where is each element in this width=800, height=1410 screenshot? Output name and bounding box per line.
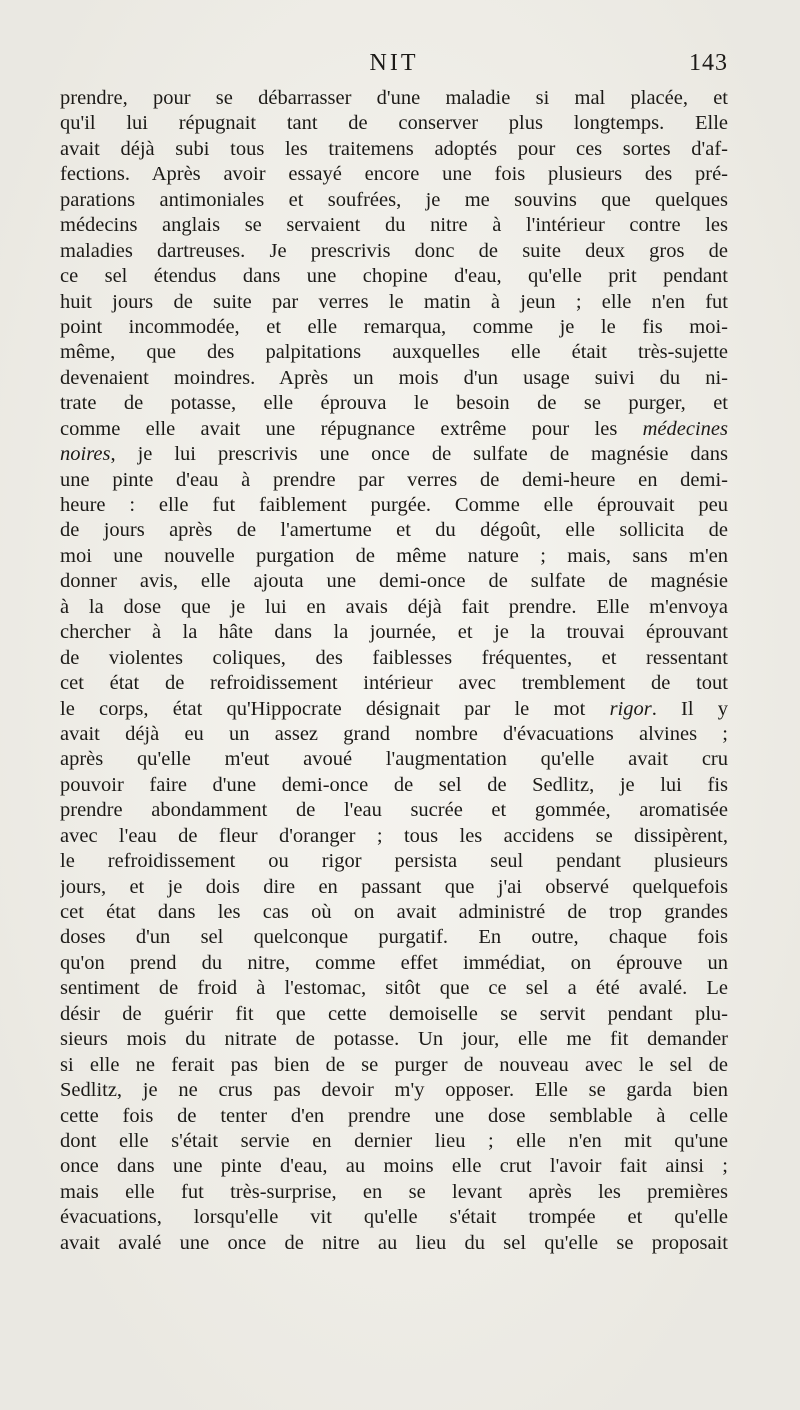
page-header [60,50,728,84]
text-line: doses d'un sel quelconque purgatif. En outre, chaque fois [60,926,728,949]
text-line: médecins anglais se servaient du nitre à l'intérieur contre les [60,214,728,237]
text-line: comme elle avait une répugnance extrême pour les médecines [60,417,728,440]
text-line: avec l'eau de fleur d'oranger ; tous les accidens se dissipèrent, [60,824,728,847]
text-line: de jours après de l'amertume et du dégoût, elle sollicita de [60,519,728,542]
text-line: prendre abondamment de l'eau sucrée et gommée, aromatisée [60,799,728,822]
text-line: point incommodée, et elle remarqua, comme je le fis moi- [60,315,728,338]
body-text [60,86,728,1256]
text-line: qu'il lui répugnait tant de conserver plus longtemps. Elle [60,112,728,135]
text-line: fections. Après avoir essayé encore une fois plusieurs des pré- [60,163,728,186]
text-line: once dans une pinte d'eau, au moins elle crut l'avoir fait ainsi ; [60,1155,728,1178]
italic-term: noires [60,443,111,466]
text-line: sieurs mois du nitrate de potasse. Un jour, elle me fit demander [60,1028,728,1051]
running-title: NIT [369,50,419,76]
text-line: désir de guérir fit que cette demoiselle se servit pendant plu- [60,1002,728,1025]
text-line: cet état dans les cas où on avait administré de trop grandes [60,901,728,923]
text-line: qu'on prend du nitre, comme effet immédiat, on éprouve un [60,951,728,974]
text-line: heure : elle fut faiblement purgée. Comme elle éprouvait peu [60,494,728,516]
text-line: après qu'elle m'eut avoué l'augmentation qu'elle avait cru [60,748,728,771]
text-line: une pinte d'eau à prendre par verres de demi-heure en demi- [60,468,728,491]
text-line: mais elle fut très-surprise, en se levant après les premières [60,1180,728,1203]
text-line: évacuations, lorsqu'elle vit qu'elle s'était trompée et qu'elle [60,1206,728,1229]
text-line: parations antimoniales et soufrées, je me souvins que quelques [60,188,728,211]
text-line: maladies dartreuses. Je prescrivis donc de suite deux gros de [60,239,728,262]
text-line: le corps, état qu'Hippocrate désignait par le mot rigor. Il y [60,697,728,720]
text-line: si elle ne ferait pas bien de se purger de nouveau avec le sel de [60,1053,728,1076]
text-line: le refroidissement ou rigor persista seul pendant plusieurs [60,850,728,873]
page-number: 143 [689,50,728,76]
text-line: chercher à la hâte dans la journée, et je la trouvai éprouvant [60,621,728,644]
italic-term: médecines [642,417,728,440]
italic-term: rigor [609,697,652,720]
text-line: avait déjà eu un assez grand nombre d'évacuations alvines ; [60,722,728,745]
text-line: huit jours de suite par verres le matin à jeun ; elle n'en fut [60,290,728,313]
text-line: avait avalé une once de nitre au lieu du sel qu'elle se proposait [60,1231,728,1254]
text-line: cet état de refroidissement intérieur avec tremblement de tout [60,672,728,695]
text-line: Sedlitz, je ne crus pas devoir m'y opposer. Elle se garda bien [60,1079,728,1102]
text-line: jours, et je dois dire en passant que j'ai observé quelquefois [60,875,728,898]
text-line: donner avis, elle ajouta une demi-once de sulfate de magnésie [60,570,728,593]
text-line: à la dose que je lui en avais déjà fait prendre. Elle m'envoya [60,595,728,618]
text-line: ce sel étendus dans une chopine d'eau, qu'elle prit pendant [60,265,728,288]
text-line: moi une nouvelle purgation de même nature ; mais, sans m'en [60,544,728,567]
text-line: devenaient moindres. Après un mois d'un usage suivi du ni- [60,366,728,389]
text-line: dont elle s'était servie en dernier lieu ; elle n'en mit qu'une [60,1129,728,1152]
text-line: avait déjà subi tous les traitemens adoptés pour ces sortes d'af- [60,137,728,160]
text-line: de violentes coliques, des faiblesses fréquentes, et ressentant [60,646,728,669]
text-line: trate de potasse, elle éprouva le besoin de se purger, et [60,392,728,415]
text-line: sentiment de froid à l'estomac, sitôt que ce sel a été avalé. Le [60,977,728,1000]
text-line: pouvoir faire d'une demi-once de sel de Sedlitz, je lui fis [60,773,728,796]
text-line: même, que des palpitations auxquelles elle était très-sujette [60,341,728,364]
text-line: cette fois de tenter d'en prendre une dose semblable à celle [60,1104,728,1127]
text-line: noires, je lui prescrivis une once de sulfate de magnésie dans [60,443,728,466]
text-line: prendre, pour se débarrasser d'une maladie si mal placée, et [60,87,728,109]
